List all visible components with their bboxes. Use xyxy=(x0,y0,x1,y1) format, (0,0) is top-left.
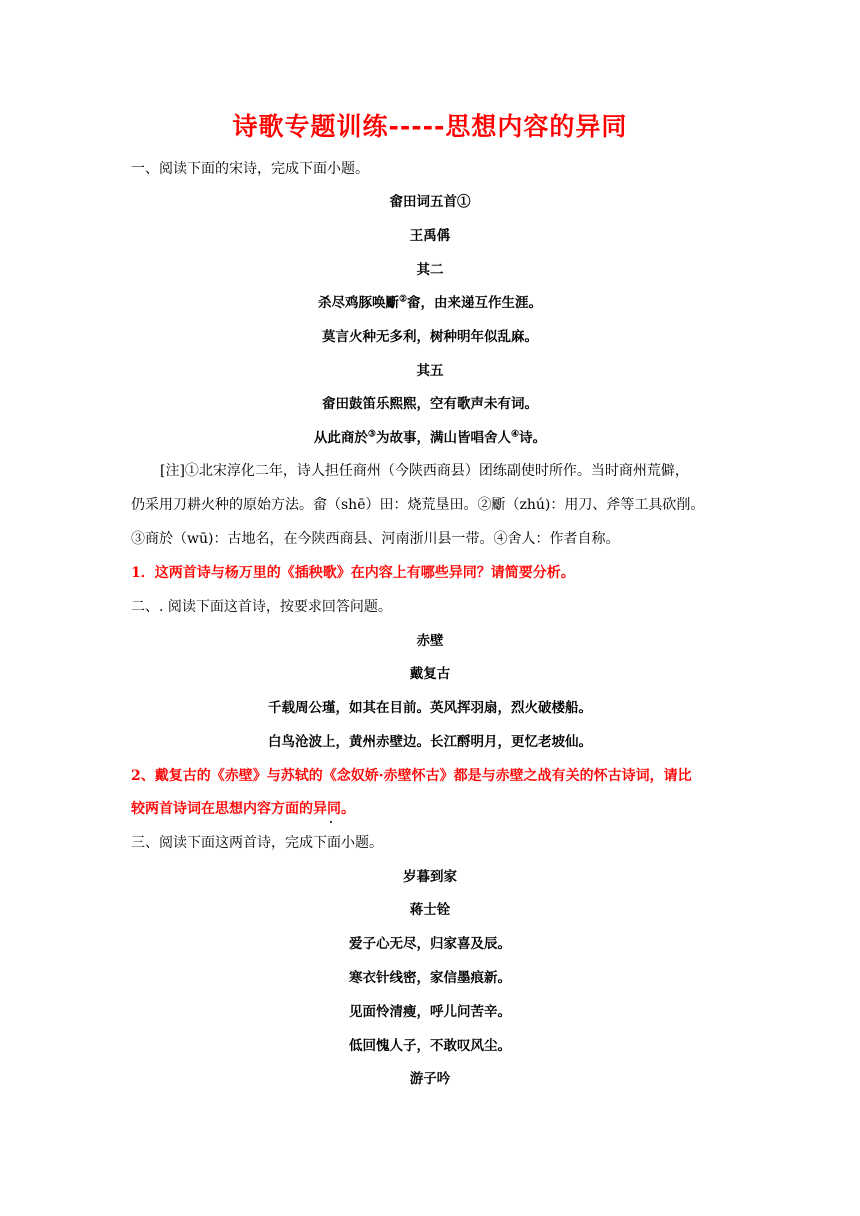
section1-heading: 一、阅读下面的宋诗，完成下面小题。 xyxy=(131,161,369,177)
section2-poem-author: 戴复古 xyxy=(409,666,451,682)
section3-poem1-author: 蒋士铨 xyxy=(409,902,451,918)
section1-note-line3: ③商於（wū)：古地名，在今陕西商县、河南浙川县一带。④舍人：作者自称。 xyxy=(131,531,620,547)
section1-part1-title: 其二 xyxy=(416,262,444,278)
section3-poem2-title: 游子吟 xyxy=(409,1071,451,1087)
question-2-line1: 2、戴复古的《赤壁》与苏轼的《念奴娇·赤壁怀古》都是与赤壁之战有关的怀古诗词，请比 xyxy=(131,768,692,784)
footnote-marker: ③ xyxy=(367,429,376,440)
section1-part2-line2: 从此商於③为故事，满山皆唱舍人④诗。 xyxy=(313,429,547,446)
section2-heading: 二、. 阅读下面这首诗，按要求回答问题。 xyxy=(131,599,392,615)
section1-poem-title: 畲田词五首① xyxy=(389,194,471,210)
section3-poem1-line1: 爱子心无尽，归家喜及辰。 xyxy=(349,936,511,952)
section3-heading: 三、阅读下面这两首诗，完成下面小题。 xyxy=(131,835,383,851)
section1-part2-title: 其五 xyxy=(416,363,444,379)
section1-note-line1: [注]①北宋淳化二年，诗人担任商州（今陕西商县）团练副使时所作。当时商州荒僻， xyxy=(160,463,689,479)
section1-note-line2: 仍采用刀耕火种的原始方法。畲（shē）田：烧荒垦田。②斸（zhú)：用刀、斧等工具砍削。 xyxy=(131,497,705,513)
section2-poem-line2: 白鸟沧波上，黄州赤壁边。长江酹明月，更忆老坡仙。 xyxy=(268,734,592,750)
footnote-marker: ② xyxy=(398,294,408,305)
section2-poem-title: 赤壁 xyxy=(416,633,444,649)
section3-poem1-line4: 低回愧人子，不敢叹风尘。 xyxy=(349,1038,511,1054)
section2-poem-line1: 千载周公瑾，如其在目前。英风挥羽扇，烈火破楼船。 xyxy=(268,700,592,716)
section1-part2-line1: 畲田鼓笛乐熙熙，空有歌声未有词。 xyxy=(322,396,538,412)
section1-poem-author: 王禹偁 xyxy=(409,228,451,244)
section3-poem1-title: 岁暮到家 xyxy=(403,869,457,885)
section3-poem1-line2: 寒衣针线密，家信墨痕新。 xyxy=(349,970,511,986)
question-2-line2: 较两首诗词在思想内容方面的异同。 xyxy=(131,801,355,817)
section1-part1-line2: 莫言火种无多利，树种明年似乱麻。 xyxy=(322,329,538,345)
question-1: 1．这两首诗与杨万里的《插秧歌》在内容上有哪些异同？请简要分析。 xyxy=(131,565,575,581)
section3-poem1-line3: 见面怜清瘦，呼儿问苦辛。 xyxy=(349,1004,511,1020)
page-title: 诗歌专题训练-----思想内容的异同 xyxy=(232,112,628,141)
section1-part1-line1: 杀尽鸡豚唤斸②畲，由来递互作生涯。 xyxy=(317,294,543,311)
emphasis-dot xyxy=(330,821,332,823)
footnote-marker: ④ xyxy=(511,429,520,440)
